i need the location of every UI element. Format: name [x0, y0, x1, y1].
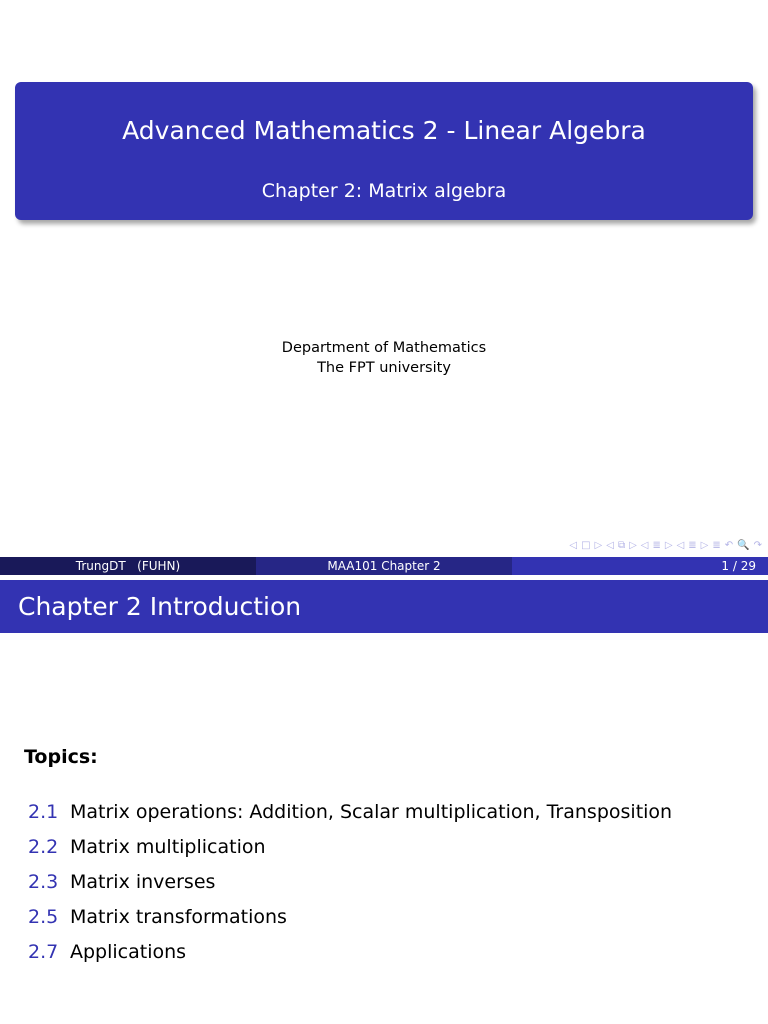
- nav-frame-icon[interactable]: □: [581, 539, 591, 551]
- footer-page-number: 1 / 29: [721, 559, 756, 573]
- topic-number: 2.3: [28, 871, 59, 893]
- slide-subtitle: Chapter 2: Matrix algebra: [261, 180, 507, 202]
- nav-next-icon[interactable]: ▷: [629, 539, 637, 551]
- topic-text: Matrix multiplication: [70, 836, 266, 858]
- topic-number: 2.7: [28, 941, 59, 963]
- list-item: [28, 836, 672, 871]
- footer-course: [256, 557, 512, 575]
- footer-author: [0, 557, 256, 575]
- footer-author-text: TrungDT (FUHN): [75, 559, 181, 573]
- nav-section-icon[interactable]: ≣: [652, 539, 661, 551]
- nav-prev-icon[interactable]: ◁: [676, 539, 685, 551]
- nav-search-icon[interactable]: 🔍: [737, 539, 750, 551]
- list-item: [28, 906, 672, 941]
- topic-list: [28, 801, 672, 976]
- slide-footer: [0, 557, 768, 575]
- topic-text: Matrix transformations: [70, 906, 287, 928]
- list-item: [28, 941, 672, 976]
- nav-document-icon[interactable]: ≣: [712, 539, 721, 551]
- slide-title: Advanced Mathematics 2 - Linear Algebra: [122, 116, 646, 145]
- university-text: The FPT university: [317, 360, 451, 376]
- topic-number: 2.2: [28, 836, 59, 858]
- institute-block: [0, 338, 768, 378]
- footer-course-text: MAA101 Chapter 2: [327, 559, 441, 573]
- nav-back-icon[interactable]: ↶: [724, 539, 734, 551]
- list-item: [28, 801, 672, 836]
- topic-text: Matrix operations: Addition, Scalar multiplication, Transposition: [70, 801, 673, 823]
- nav-next-icon[interactable]: ▷: [700, 539, 709, 551]
- beamer-navigation-bar[interactable]: [492, 538, 762, 552]
- topics-heading: Topics:: [24, 746, 98, 768]
- topic-number: 2.1: [28, 801, 59, 823]
- nav-prev-icon[interactable]: ◁: [606, 539, 614, 551]
- title-block: [15, 82, 753, 220]
- topic-number: 2.5: [28, 906, 59, 928]
- nav-forward-icon[interactable]: ↷: [753, 539, 762, 551]
- nav-prev-icon[interactable]: ◁: [640, 539, 649, 551]
- nav-subsection-icon[interactable]: ⧉: [617, 539, 626, 551]
- nav-prev-icon[interactable]: ◁: [569, 539, 578, 551]
- list-item: [28, 871, 672, 906]
- frame-title: Chapter 2 Introduction: [0, 580, 768, 633]
- nav-next-icon[interactable]: ▷: [664, 539, 673, 551]
- footer-page: [512, 557, 768, 575]
- department-text: Department of Mathematics: [281, 340, 487, 356]
- topic-text: Applications: [70, 941, 187, 963]
- nav-section-icon[interactable]: ≣: [688, 539, 697, 551]
- topic-text: Matrix inverses: [70, 871, 216, 893]
- nav-next-icon[interactable]: ▷: [594, 539, 603, 551]
